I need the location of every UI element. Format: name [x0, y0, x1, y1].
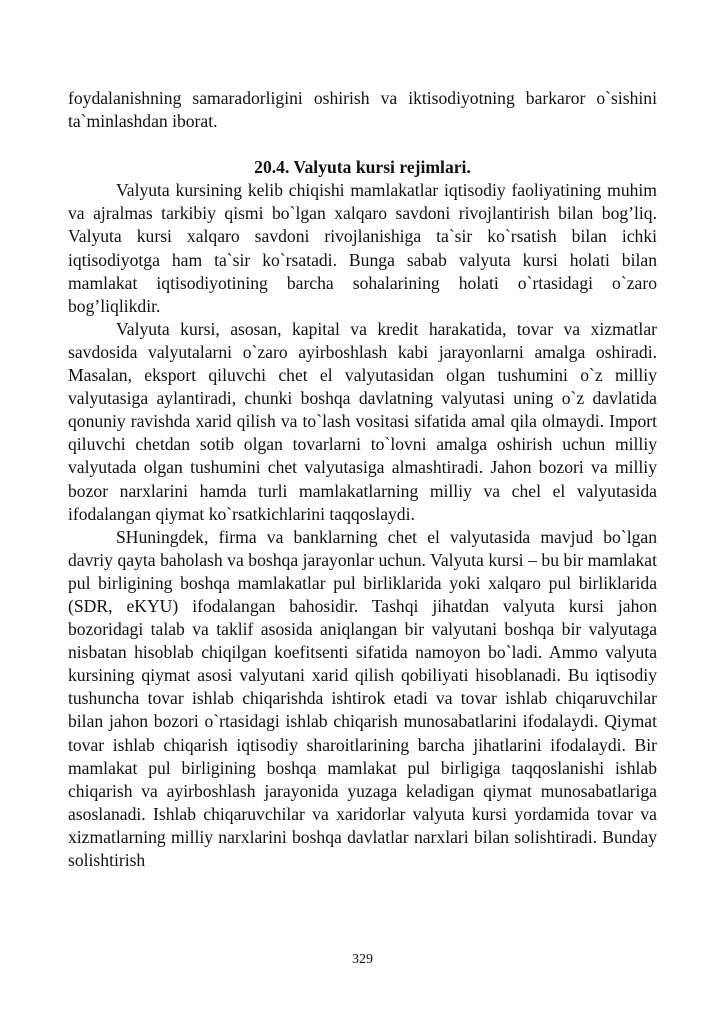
body-paragraph-2: Valyuta kursi, asosan, kapital va kredit harakatida, tovar va xizmatlar savdosida valyutalarni o`zaro ayirboshlash kabi jarayonlarni amalga oshiradi. Masalan, eksport qiluvchi chet el valyutasidan olgan tushumini o`z milliy valyutasiga aylantiradi, chunki boshqa davlatning valyutasi uning o`z davlatida qonuniy ravishda xarid qilish va to`lash vositasi sifatida amal qila olmaydi. Import qiluvchi chetdan sotib olgan tovarlarni to`lovni amalga oshirish uchun milliy valyutada olgan tushumini chet valyutasiga almashtiradi. Jahon bozori va milliy bozor narxlarini hamda turli mamlakatlarning milliy va chel el valyutasida ifodalangan qiymat ko`rsatkichlarini taqqoslaydi.: [68, 318, 657, 524]
body-paragraph-3: SHuningdek, firma va banklarning chet el valyutasida mavjud bo`lgan davriy qayta baholash va boshqa jarayonlar uchun. Valyuta kursi – bu bir mamlakat pul birligining boshqa mamlakatlar pul birliklarida yoki xalqaro pul birliklarida (SDR, eKYU) ifodalangan bahosidir. Tashqi jihatdan valyuta kursi jahon bozoridagi talab va taklif asosida aniqlangan bir valyutani boshqa bir valyutaga nisbatan hisoblab chiqilgan koefitsenti sifatida namoyon bo`ladi. Ammo valyuta kursining qiymat asosi valyutani xarid qilish qobiliyati hisoblanadi. Bu iqtisodiy tushuncha tovar ishlab chiqarishda ishtirok etadi va tovar ishlab chiqaruvchilar bilan jahon bozori o`rtasidagi ishlab chiqarish munosabatlarini ifodalaydi. Qiymat tovar ishlab chiqarish iqtisodiy sharoitlarining barcha jihatlarini ifodalaydi. Bir mamlakat pul birligining boshqa mamlakat pul birligiga taqqoslanishi ishlab chiqarish va ayirboshlash jarayonida yuzaga keladigan qiymat munosabatlariga asoslanadi. Ishlab chiqaruvchilar va xaridorlar valyuta kursi yordamida tovar va xizmatlarning milliy narxlarini boshqa davlatlar narxlari bilan solishtiradi. Bunday solishtirish: [68, 526, 657, 870]
document-page: [68, 87, 657, 872]
page-number: 329: [352, 952, 373, 967]
opening-paragraph: foydalanishning samaradorligini oshirish va iktisodiyotning barkaror o`sishini ta`minlashdan iborat.: [68, 88, 657, 132]
section-title: 20.4. Valyuta kursi rejimlari.: [254, 157, 471, 178]
body-paragraph-1: Valyuta kursining kelib chiqishi mamlakatlar iqtisodiy faoliyatining muhim va ajralmas tarkibiy qismi bo`lgan xalqaro savdoni rivojlantirish bilan bog’liq. Valyuta kursi xalqaro savdoni rivojlanishiga ta`sir ko`rsatish bilan ichki iqtisodiyotga ham ta`sir ko`rsatadi. Bunga sabab valyuta kursi holati bilan mamlakat iqtisodiyotining barcha sohalarining holati o`rtasidagi o`zaro bog’liqlikdir.: [68, 180, 657, 316]
